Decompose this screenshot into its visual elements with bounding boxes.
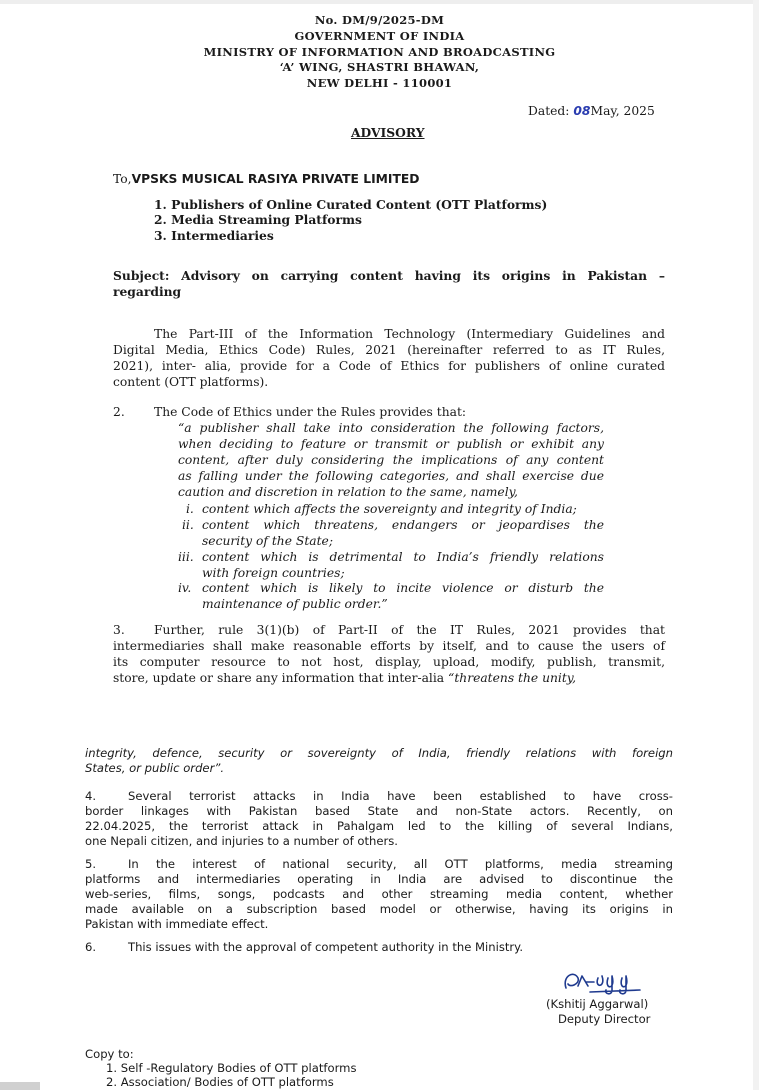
ref-number: No. DM/9/2025-DM	[314, 13, 445, 27]
para5-line: made available on a subscription based model or otherwise, having its origins in	[85, 902, 673, 916]
para4-line: border linkages with Pakistan based State and non-State actors. Recently, on	[85, 804, 673, 818]
copy-to-label: Copy to:	[85, 1047, 134, 1061]
para3-continued: States, or public order”.	[85, 761, 225, 775]
para5-line: web-series, films, songs, podcasts and other streaming media content, whether	[85, 887, 673, 901]
signatory-name: (Kshitij Aggarwal)	[546, 997, 649, 1011]
quote-line: “a publisher shall take into consideration the following factors,	[178, 421, 604, 435]
quote-line: caution and discretion in relation to the same, namely,	[178, 485, 518, 499]
para3-line	[113, 670, 665, 686]
item-text: with foreign countries;	[202, 566, 345, 580]
para2-intro: The Code of Ethics under the Rules provides that:	[154, 405, 467, 419]
copy-to-item: 1. Self -Regulatory Bodies of OTT platforms	[106, 1061, 357, 1075]
scan-edge-top	[0, 0, 759, 4]
quote-line: as falling under the following categories, and shall exercise due	[178, 469, 604, 483]
scan-edge-bottom	[0, 1082, 40, 1090]
ministry-line: MINISTRY OF INFORMATION AND BROADCASTING	[203, 45, 556, 59]
recipient-item: 1. Publishers of Online Curated Content (OTT Platforms)	[154, 197, 548, 212]
address-city: NEW DELHI - 110001	[306, 76, 453, 90]
date-rest: May, 2025	[590, 104, 655, 118]
para3-line4-text: store, update or share any information that inter-alia	[113, 671, 449, 685]
item-text: content which threatens, endangers or jeopardises the	[202, 518, 604, 532]
item-text: content which is detrimental to India’s friendly relations	[202, 550, 604, 564]
item-text: security of the State;	[202, 534, 333, 548]
para-number: 6.	[85, 940, 97, 954]
item-number: iii.	[178, 550, 194, 564]
para5-line: In the interest of national security, all OTT platforms, media streaming	[128, 857, 673, 871]
date-day: 08	[573, 104, 591, 118]
addressee-line	[113, 171, 419, 187]
advisory-title: ADVISORY	[351, 125, 425, 140]
item-text: maintenance of public order.”	[202, 597, 388, 611]
item-text: content which affects the sovereignty and integrity of India;	[202, 502, 577, 516]
item-number: i.	[186, 502, 194, 516]
address-wing: ‘A’ WING, SHASTRI BHAWAN,	[279, 60, 480, 74]
scan-edge-right	[753, 0, 759, 1090]
date-line	[528, 103, 655, 119]
signature-image	[560, 968, 660, 996]
to-label: To,	[113, 172, 132, 186]
para-number: 3.	[113, 623, 125, 637]
addressee-name: VPSKS MUSICAL RASIYA PRIVATE LIMITED	[131, 172, 420, 186]
item-text: content which is likely to incite violence or disturb the	[202, 581, 604, 595]
government-line: GOVERNMENT OF INDIA	[294, 29, 465, 43]
recipient-item: 3. Intermediaries	[154, 228, 274, 243]
para5-line: Pakistan with immediate effect.	[85, 917, 269, 931]
item-number: ii.	[182, 518, 194, 532]
para1-line: content (OTT platforms).	[113, 375, 269, 389]
para3-line4-quote: “threatens the unity,	[448, 671, 577, 685]
para1-line: 2021), inter- alia, provide for a Code of Ethics for publishers of online curated	[113, 359, 665, 373]
para4-line: Several terrorist attacks in India have been established to have cross-	[128, 789, 673, 803]
para1-line: Digital Media, Ethics Code) Rules, 2021 (hereinafter referred to as IT Rules,	[113, 343, 665, 357]
para3-continued: integrity, defence, security or sovereignty of India, friendly relations with foreign	[85, 746, 673, 760]
para6-text: This issues with the approval of competent authority in the Ministry.	[128, 940, 524, 954]
para3-line: its computer resource to not host, display, upload, modify, publish, transmit,	[113, 655, 665, 669]
para3-line: intermediaries shall make reasonable efforts by itself, and to cause the users of	[113, 639, 665, 653]
para4-line: one Nepali citizen, and injuries to a number of others.	[85, 834, 398, 848]
date-prefix: Dated:	[528, 104, 570, 118]
subject-line: Subject: Advisory on carrying content having its origins in Pakistan –	[113, 268, 665, 283]
para-number: 5.	[85, 857, 97, 871]
quote-line: when deciding to feature or transmit or publish or exhibit any	[178, 437, 604, 451]
copy-to-item: 2. Association/ Bodies of OTT platforms	[106, 1075, 334, 1089]
para3-line: Further, rule 3(1)(b) of Part-II of the IT Rules, 2021 provides that	[154, 623, 665, 637]
para5-line: platforms and intermediaries operating in India are advised to discontinue the	[85, 872, 673, 886]
para4-line: 22.04.2025, the terrorist attack in Pahalgam led to the killing of several Indians,	[85, 819, 673, 833]
quote-line: content, after duly considering the implications of any content	[178, 453, 604, 467]
signatory-designation: Deputy Director	[558, 1012, 651, 1026]
para1-line: The Part-III of the Information Technology (Intermediary Guidelines and	[154, 327, 665, 341]
para-number: 2.	[113, 405, 125, 419]
item-number: iv.	[178, 581, 192, 595]
recipient-item: 2. Media Streaming Platforms	[154, 212, 362, 227]
subject-line-cont: regarding	[113, 284, 182, 299]
para-number: 4.	[85, 789, 97, 803]
